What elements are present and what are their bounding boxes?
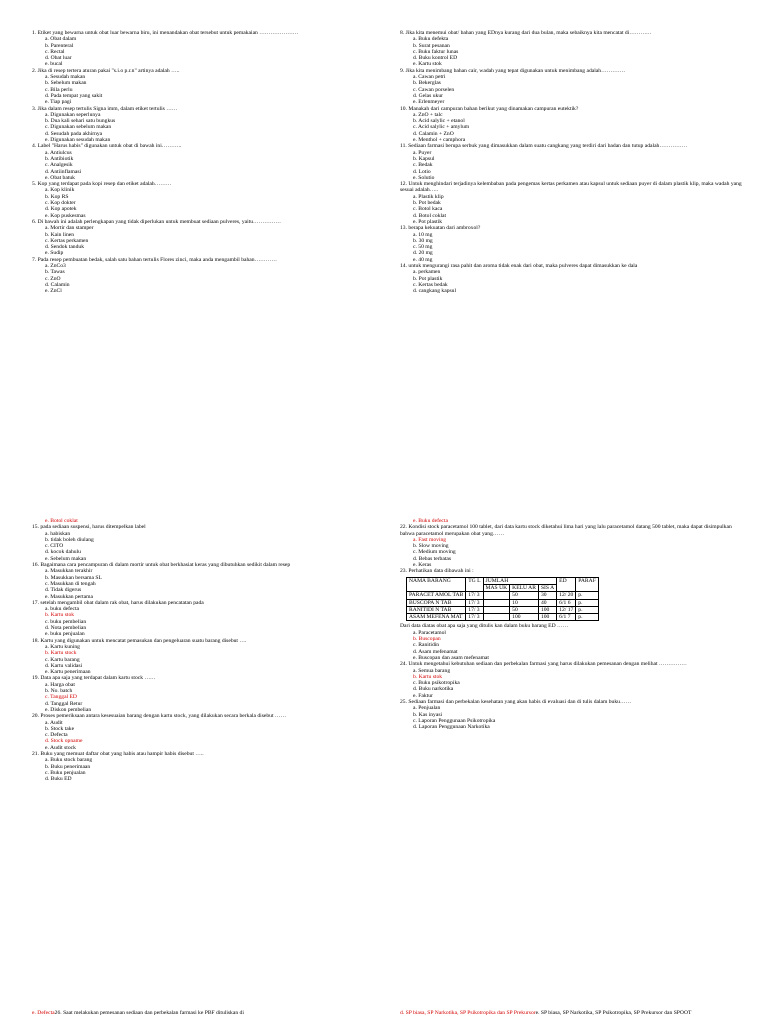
answer-option: c. Acid salylic + amylum: [413, 124, 470, 131]
answer-option: a. perkamen: [413, 269, 441, 276]
answer-option: e. Erlenmeyer: [413, 99, 445, 106]
answer-option: b. Kop RS: [45, 193, 69, 200]
answer-option-marked: d. Stock opname: [45, 738, 83, 745]
answer-option: a. Antiulcus: [45, 149, 72, 156]
answer-option: c. Kertas bedak: [413, 281, 448, 288]
col-keluar: KELU AR: [510, 584, 539, 591]
answer-option: e. Digunakan sesudah makan: [45, 137, 111, 144]
table-row: [407, 614, 599, 621]
question-stem: 23. Perhatikan data dibawah ini :: [400, 568, 474, 575]
answer-option: b. Stock take: [45, 725, 75, 732]
answer-option: d. Buku kontrol ED: [413, 55, 458, 62]
questions-23-25: [400, 623, 745, 730]
questions-22-25: [400, 518, 745, 948]
answer-option: a. Digunakan seperlunya: [45, 111, 101, 118]
answer-option: e. buku penjualan: [45, 631, 85, 638]
answer-option: a. Cawan petri: [413, 74, 446, 81]
answer-option: e. Kartu penerimaan: [45, 669, 91, 676]
answer-option: e. Pot plastik: [413, 218, 443, 225]
answer-option: e. Tiap pagi: [45, 99, 72, 106]
answer-option: a. Puyer: [413, 149, 432, 156]
question-stem: 15. pada sediaan suspensi, harus ditempelkan label: [32, 524, 146, 531]
answer-option: a. Masukkan terakhir: [45, 568, 93, 575]
answer-option: c. Buku faktur lunas: [413, 48, 459, 55]
question-stem: 10. Manakah dari campuran bahan berikut yang dinamakan campuran eutektik?: [400, 105, 579, 112]
answer-option: e. Masukkan pertama: [45, 593, 93, 600]
answer-option: b. Acid salylic + etanol: [413, 118, 465, 125]
answer-option: e. Solutio: [413, 174, 435, 181]
table-cell: 12/ 20: [557, 592, 576, 599]
answer-option: a. Obat dalam: [45, 36, 77, 43]
answer-option: b. tidak boleh diulang: [45, 536, 94, 543]
question: [32, 68, 372, 106]
answer-option: a. Harga obat: [45, 681, 75, 688]
table-cell: 50: [510, 606, 539, 613]
table-row: [407, 606, 599, 613]
answer-option-marked: a. Fast moving: [413, 536, 447, 543]
answer-option: b. Pot plastik: [413, 275, 443, 282]
answer-option: d. Sesudah pada akhirnya: [45, 130, 103, 137]
answer-option: d. 20 mg: [413, 250, 433, 257]
col-nama: NAMA BARANG: [407, 577, 466, 592]
table-cell: 17/ 3: [466, 614, 483, 621]
question-stem: 1. Etiket yang bewarna untuk obat luar bewarna biru, ini menandakan obat tersebut untuk pemakaian …………………: [32, 30, 299, 36]
answer-option: a. Mortir dan stamper: [45, 225, 94, 232]
answer-option: c. Kartu barang: [45, 656, 80, 663]
question-stem: 12. Untuk menghindari terjadinya kelembaban pada pengemas kertas perkamen atau kapsul untuk sediaan puyer di dalam plastik klip, maka wadah yang sesuai adalah…..: [400, 181, 742, 194]
table-cell: p.: [576, 592, 599, 599]
answer-option: e. Kartu stok: [413, 61, 442, 68]
table-cell: p.: [576, 614, 599, 621]
table-cell: 6/1 6: [557, 599, 576, 606]
col-tgl: TG L: [466, 577, 483, 592]
answer-option: e. ZnCl: [45, 288, 62, 295]
table-cell: [483, 606, 510, 613]
answer-option: e. Faktur: [413, 692, 433, 699]
question-stem: 19. Data apa saja yang terdapat dalam kartu stock ……: [32, 675, 156, 682]
question: [400, 568, 745, 574]
question-stem: 18. Kartu yang digunakan untuk mencatat pemasukan dan pengeluaran suatu barang disebut ….: [32, 637, 247, 644]
answer-option: a. ZnO + talc: [413, 111, 443, 118]
answer-option: a. ZnCo3: [45, 262, 66, 269]
answer-option: c. Analgesik: [45, 162, 73, 169]
answer-option: e. Menthol + camphora: [413, 137, 466, 144]
question: [32, 257, 372, 295]
question: [32, 675, 372, 713]
answer-option: d. Botol coklat: [413, 212, 447, 219]
col-sisa: SIS A: [538, 584, 556, 591]
table-cell: 17/ 3: [466, 606, 483, 613]
question-stem: 22. Kondisi stock paracetamol 100 tablet, dari data kartu stock diketahui lima hari yang lalu paracetamol datang 500 tablet, maka dapat disimpulkan bahwa paracetamol merupakan obat yang……: [400, 524, 732, 537]
question: [400, 143, 745, 181]
answer-option: d. Lotio: [413, 168, 431, 175]
question: [400, 106, 745, 144]
table-row: [407, 592, 599, 599]
table-cell: 40: [538, 599, 556, 606]
question: [32, 106, 372, 144]
bottom-left-text: [32, 1010, 372, 1024]
answer-option: d. Gelas ukur: [413, 92, 443, 99]
table-cell: 100: [538, 614, 556, 621]
answer-option: d. Buku narkotika: [413, 686, 454, 693]
question: [32, 219, 372, 257]
table-cell: p.: [576, 599, 599, 606]
answer-option: c. 50 mg: [413, 244, 433, 251]
question-stem: 3. Jika dalam resep tertulis Signa imm, dalam etiket tertulis ……: [32, 105, 178, 112]
answer-option: b. Antibiotik: [45, 155, 74, 162]
answer-option-marked: c. Tanggal ED: [45, 694, 77, 701]
question: [32, 638, 372, 676]
question-stem: 14. untuk mengurangi rasa pahit dan aroma tidak enak dari obat, maka pulveres dapat dimasukkan ke dala: [400, 262, 638, 269]
answer-option: b. Surat pesanan: [413, 42, 450, 49]
col-ed: ED: [557, 577, 576, 592]
questions-1-7: [32, 30, 372, 462]
question-stem: 25. Sediaan farmasi dan perbekalan kesehatan yang akan habis di evaluasi dan di tulis dalam buku……: [400, 699, 632, 706]
answer-option: e. Audit stock: [45, 744, 76, 751]
question: [400, 68, 745, 106]
table-cell: p.: [576, 606, 599, 613]
text-line: d. SP biasa, SP Narkotika, SP Psikotropika dan SP Prekursor: [400, 1010, 536, 1016]
table-cell: [483, 599, 510, 606]
question-stem: 20. Proses pemeriksaan antara kesesuaian barang dengan kartu stock, yang dilakukan secara berkala disebut ……: [32, 713, 287, 720]
answer-option: b. Sebelum makan: [45, 80, 87, 87]
col-jumlah: JUMLAH: [483, 577, 557, 584]
answer-option: a. habiskan: [45, 530, 71, 537]
answer-option: d. Tidak digerus: [45, 587, 82, 594]
answer-option: b. Buku penerimaan: [45, 763, 91, 770]
table-cell: 12/ 17: [557, 606, 576, 613]
col-paraf: PARAF: [576, 577, 599, 592]
question: [32, 181, 372, 219]
answer-option: a. Sesudah makan: [45, 74, 86, 81]
answer-option: a. buku defecta: [45, 606, 80, 613]
table-cell: PARACET AMOL TAB: [407, 592, 466, 599]
answer-option: b. Slow moving: [413, 543, 449, 550]
answer-option: e. Buscopan dan asam mefenamat: [413, 654, 489, 661]
table-cell: 10: [510, 599, 539, 606]
answer-option-marked: b. Kartu stock: [45, 650, 77, 657]
answer-option: d. Sendok tanduk: [45, 244, 84, 251]
answer-option: d. Pada tempat yang sakit: [45, 92, 103, 99]
question-stem: 11. Sediaan farmasi berupa serbuk yang dimasukkan dalam suatu cangkang yang terdiri dari badan dan tutup adalah……………: [400, 143, 688, 150]
answer-option: b. Kapsul: [413, 155, 435, 162]
answer-option: c. Cawan porselen: [413, 86, 455, 93]
answer-option: c. Rectal: [45, 48, 65, 55]
questions-15-21: [32, 518, 372, 948]
table-cell: 6/1 7: [557, 614, 576, 621]
answer-option: d. Calamin + ZnO: [413, 130, 454, 137]
answer-option: a. Semua barang: [413, 667, 451, 674]
answer-option: d. Buku ED: [45, 776, 72, 783]
answer-option: e. Obat batuk: [45, 174, 75, 181]
questions-22-23: [400, 518, 745, 575]
answer-option: d. Bebas terbatas: [413, 555, 452, 562]
answer-option: c. Digunakan sebelum makan: [45, 124, 112, 131]
col-masuk: MAS UK: [483, 584, 510, 591]
question: [32, 524, 372, 562]
answer-option: c. Buku psikotropika: [413, 680, 460, 687]
answer-option: c. Medium moving: [413, 549, 456, 556]
answer-option: e. Sebelum makan: [45, 555, 87, 562]
table-cell: 100: [510, 614, 539, 621]
answer-option: a. Paracetamol: [413, 629, 446, 636]
answer-option: b. Tawas: [45, 269, 65, 276]
answer-option: d. Obat luar: [45, 55, 72, 62]
question-stem: 17. setelah mengambil obat dalam rak obat, harus dilakukan pencatatan pada: [32, 599, 204, 606]
answer-option: d. Kop apotek: [45, 206, 77, 213]
question-stem: 21. Buku yang memuat daftar obat yang habis atau hampir habis disebut …..: [32, 750, 204, 757]
question: [400, 699, 745, 730]
answer-option: e. Sudip: [45, 250, 64, 257]
table-row: [407, 599, 599, 606]
answer-option: c. Buku penjualan: [45, 769, 86, 776]
answer-option: e. 40 mg: [413, 256, 433, 263]
answer-option: a. Plastik klip: [413, 193, 444, 200]
answer-option: b. Bekerglas: [413, 80, 441, 87]
question-stem: 2. Jika di resep tertera aturan pakai "s.i.o p.r.n" artinya adalah …..: [32, 67, 180, 74]
text-line: e. Defecta: [32, 1010, 55, 1016]
answer-option-marked: b. Kartu stok: [45, 612, 75, 619]
answer-option: c. Kop dokter: [45, 200, 76, 207]
answer-option-marked: e. Botol coklat: [45, 518, 78, 524]
question-stem: 8. Jika kita menemui obat/ bahan yang EDnya kurang dari dua bulan, maka sebaiknya kita mencatat di…………: [400, 30, 652, 36]
answer-option: c. Bila perlu: [45, 86, 73, 93]
question: [400, 263, 745, 294]
table-cell: RANITIDI N TAB: [407, 606, 466, 613]
question: [32, 751, 372, 782]
table-cell: 50: [510, 592, 539, 599]
answer-option: c. Botol kaca: [413, 206, 443, 213]
text-line: 26. Saat melakukan pemesanan sediaan dan perbekalan farmasi ke PBF dituliskan di: [54, 1010, 244, 1016]
answer-option: b. Masukkan bersama SL: [45, 574, 102, 581]
question: [400, 225, 745, 263]
answer-option: e. Keras: [413, 562, 432, 569]
answer-option: c. Kertas perkamen: [45, 237, 89, 244]
answer-option: d. kocok dahulu: [45, 549, 81, 556]
question-stem: 13. berapa kekuatan dari ambroxol?: [400, 225, 481, 232]
answer-option: a. 10 mg: [413, 231, 433, 238]
question-stem: 7. Pada resep pembuatan bedak, salah satu bahan tertulis Flores zinci, maka anda mengambil bahan…………: [32, 256, 277, 263]
table-cell: 17/ 3: [466, 599, 483, 606]
question: [400, 623, 745, 661]
answer-option: d. Tanggal Retur: [45, 700, 83, 707]
answer-option: c. ZnO: [45, 275, 61, 282]
text-line: e. SP biasa, SP Narkotika, SP Psikotropika, SP Prekursor dan SPOOT: [535, 1010, 692, 1016]
answer-option: b. Kain linen: [45, 231, 75, 238]
question: [400, 524, 745, 568]
table-cell: [483, 614, 510, 621]
question: [32, 562, 372, 600]
answer-option-marked: b. Buscopan: [413, 636, 441, 643]
answer-option: c. Defecta: [45, 732, 68, 739]
table-cell: 30: [538, 592, 556, 599]
answer-option: a. Penjualan: [413, 705, 441, 712]
answer-option: d. Kartu validasi: [45, 662, 83, 669]
answer-option-marked: b. Kartu stok: [413, 673, 443, 680]
answer-option: e. bucal: [45, 61, 63, 68]
question: [32, 30, 372, 68]
question: [32, 143, 372, 181]
answer-option: b. Parenteral: [45, 42, 74, 49]
answer-option: b. Pot bedak: [413, 200, 441, 207]
questions-8-14: [400, 30, 745, 462]
table-cell: 100: [538, 606, 556, 613]
answer-option: a. Audit: [45, 719, 63, 726]
question-stem: 9. Jika kita menimbang bahan cair, wadah yang tepat digunakan untuk menimbang adalah………….: [400, 67, 625, 74]
question-stem: 4. Label "Harus habis" digunakan untuk obat di bawah ini………..: [32, 143, 182, 150]
question-stem: 6. Di bawah ini adalah perlengkapan yang tidak diperlukan untuk membuat sediaan pulveres, yaitu……………: [32, 218, 282, 225]
question-stem: 5. Kop yang terdapat pada kopi resep dan etiket adalah………: [32, 181, 172, 188]
answer-option: b. 30 mg: [413, 237, 433, 244]
answer-option: c. Masukkan di tengah: [45, 580, 96, 587]
answer-option: c. Laporan Penggunaan Psikotropika: [413, 717, 496, 724]
answer-option-marked: e. Buku defecta: [413, 518, 448, 524]
answer-option: a. Buku stock barang: [45, 757, 93, 764]
answer-option: d. Antiinflamasi: [45, 168, 82, 175]
question: [32, 600, 372, 638]
answer-option: c. Ranitidin: [413, 642, 440, 649]
question: [32, 713, 372, 751]
answer-option: a. Kop klinik: [45, 187, 75, 194]
answer-option: c. Bedak: [413, 162, 433, 169]
table-cell: ASAM MEFENA MAT: [407, 614, 466, 621]
question-stem: 16. Bagaimana cara pencampuran di dalam mortir untuk obat berkhasiat keras yang dibutuhkan sedikit dalam resep: [32, 562, 291, 569]
answer-option: e. Diskon pembelian: [45, 706, 92, 713]
table-cell: 17/ 3: [466, 592, 483, 599]
answer-option: b. Dua kali sehari satu bungkus: [45, 118, 116, 125]
answer-option: c. buku pembelian: [45, 618, 87, 625]
bottom-right-text: [400, 1010, 745, 1024]
question: [400, 661, 745, 699]
answer-option: d. Laporan Penggunaan Narkotika: [413, 724, 490, 731]
answer-option: d. Asam mefenamat: [413, 648, 458, 655]
question-stem: Dari data diatas obat apa saja yang ditulis kan dalam buku barang ED ……: [400, 623, 569, 630]
table-cell: BUSCOPA N TAB: [407, 599, 466, 606]
question: [400, 30, 745, 68]
answer-option: d. Calamin: [45, 281, 70, 288]
answer-option: d. cangkang kapsul: [413, 288, 457, 295]
answer-option: d. Nota pembelian: [45, 625, 87, 632]
table-cell: [483, 592, 510, 599]
answer-option: a. Buku defekta: [413, 36, 449, 43]
answer-option: c. CITO: [45, 543, 64, 550]
answer-option: b. Kas inyasi: [413, 711, 443, 718]
stock-table: [406, 577, 599, 622]
question: [400, 181, 745, 225]
answer-option: a. Kartu kuning: [45, 643, 80, 650]
answer-option: e. Kop puskesmas: [45, 212, 86, 219]
question-stem: 24. Untuk mengetahui kebutuhan sediaan dan perbekalan farmasi yang harus dilakukan pemesanan dengan melihat ……………: [400, 661, 687, 668]
answer-option: b. No. batch: [45, 688, 73, 695]
